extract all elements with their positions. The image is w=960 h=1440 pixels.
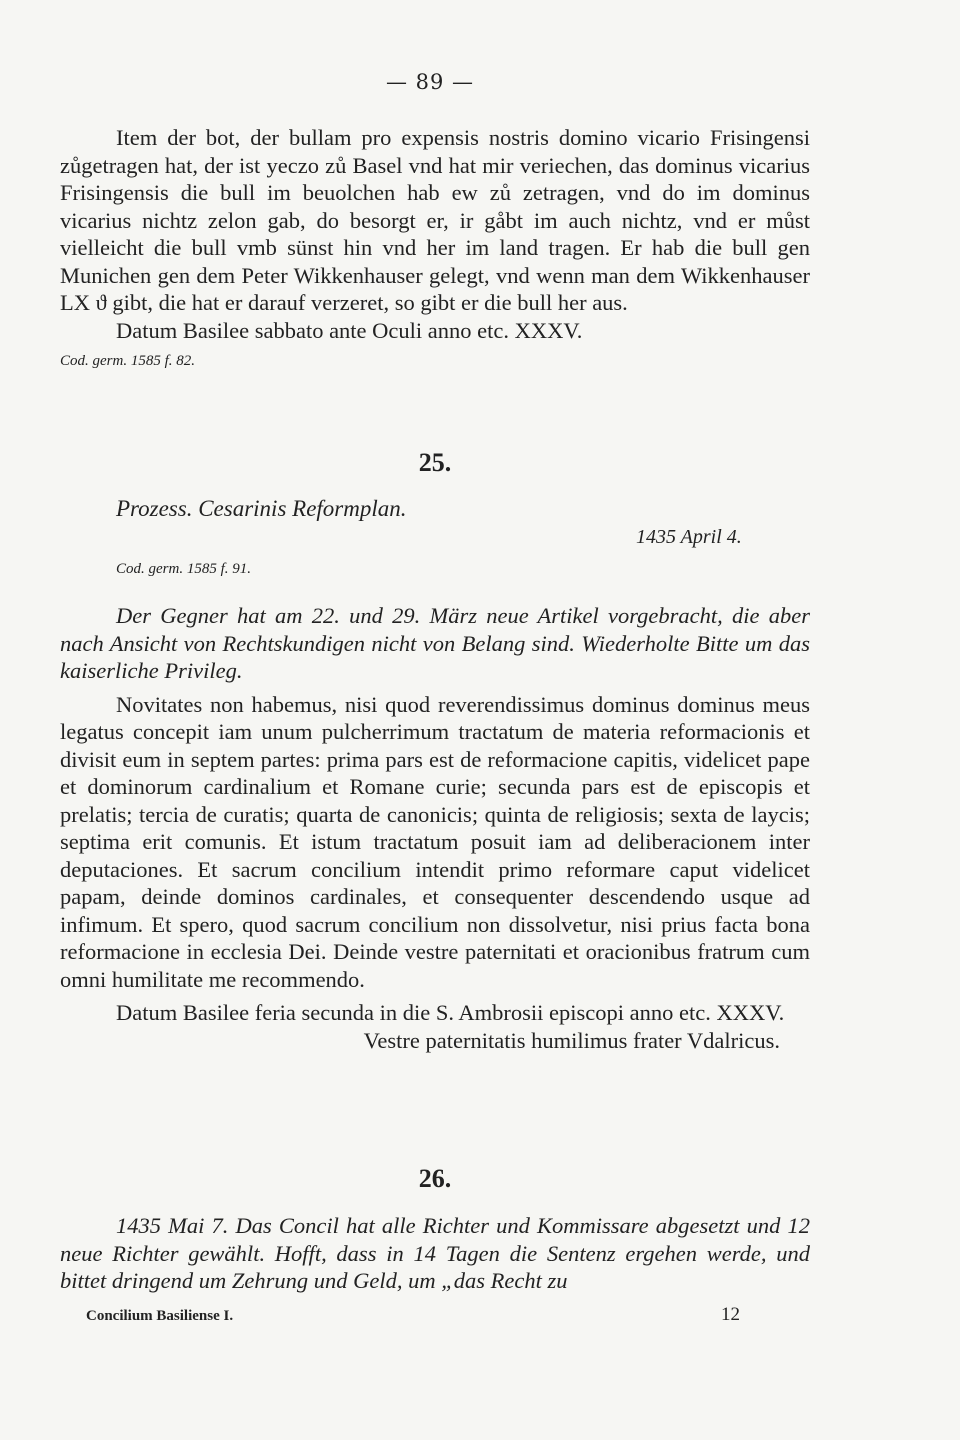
- doc-25-body: [60, 602, 810, 1054]
- doc-25-date: 1435 April 4.: [636, 526, 742, 548]
- page-number: — 89 —: [385, 70, 475, 94]
- letter-24-source: Cod. germ. 1585 f. 82.: [60, 353, 195, 369]
- doc-26-summary: 1435 Mai 7. Das Concil hat alle Richter und Kommissare abgesetzt und 12 neue Richter gewählt. Hofft, dass in 14 Tagen die Sentenz ergehen werde, und bittet dringend um Zehrung und Geld, um „das Recht zu: [60, 1213, 810, 1293]
- doc-25-title: Prozess. Cesarinis Reformplan.: [116, 496, 407, 521]
- footer-signature: 12: [721, 1304, 740, 1325]
- doc-25-number: 25.: [418, 448, 452, 477]
- doc-25-paragraph: Novitates non habemus, nisi quod reverendissimus dominus dominus meus legatus concepit iam unum pulcherrimum tractatum de materia reformacionis et divisit eum in septem partes: prima pars est de reformacione capitis, videlicet pape et dominorum cardinalium et Romane curie; secunda pars est de episcopis et prelatis; tercia de curatis; quarta de canonicis; quinta de religiosis; sexta de laycis; septima erit comunis. Et istum tractatum posuit iam ad deliberacionem inter deputaciones. Et sacrum concilium intendit primo reformare caput videlicet papam, deinde dominos cardinales, et consequenter descendendo usque ad infimum. Et spero, quod sacrum concilium non dissolvetur, nisi prius facta bona reformacione in ecclesia Dei. Deinde vestre paternitati et oracionibus fratrum cum omni humilitate me recommendo.: [60, 691, 810, 992]
- doc-25-summary: Der Gegner hat am 22. und 29. März neue Artikel vorgebracht, die aber nach Ansicht von Rechtskundigen nicht von Belang sind. Wiederholte Bitte um das kaiserliche Privileg.: [60, 603, 810, 683]
- page-footer: [86, 1304, 740, 1325]
- doc-25-datum: Datum Basilee feria secunda in die S. Ambrosii episcopi anno etc. XXXV.: [116, 1000, 785, 1025]
- footer-title: Concilium Basiliense I.: [86, 1308, 234, 1324]
- doc-26-body: [60, 1212, 810, 1295]
- doc-25-closing: Vestre paternitatis humilimus frater Vdalricus.: [363, 1027, 780, 1053]
- letter-24-paragraph: Item der bot, der bullam pro expensis nostris domino vicario Frisingensi zůgetragen hat, der ist yeczo zů Basel vnd hat mir veriechen, das dominus vicarius Frisingensis die bull im beuolchen hab ew zů zetragen, vnd do im dominus vicarius nichtz zelon gab, do besorgt er, ir gåbt im auch nichtz, vnd er můst vielleicht die bull vmb sünst hin vnd her im land tragen. Er hab die bull gen Munichen gen dem Peter Wikkenhauser gelegt, vnd wenn man dem Wikkenhauser LX ϑ gibt, die hat er darauf verzeret, so gibt er die bull her aus.: [60, 125, 810, 315]
- doc-26-number: 26.: [418, 1164, 452, 1193]
- letter-24: [60, 124, 810, 370]
- doc-25-source: Cod. germ. 1585 f. 91.: [116, 561, 251, 577]
- letter-24-datum: Datum Basilee sabbato ante Oculi anno etc. XXXV.: [116, 317, 583, 343]
